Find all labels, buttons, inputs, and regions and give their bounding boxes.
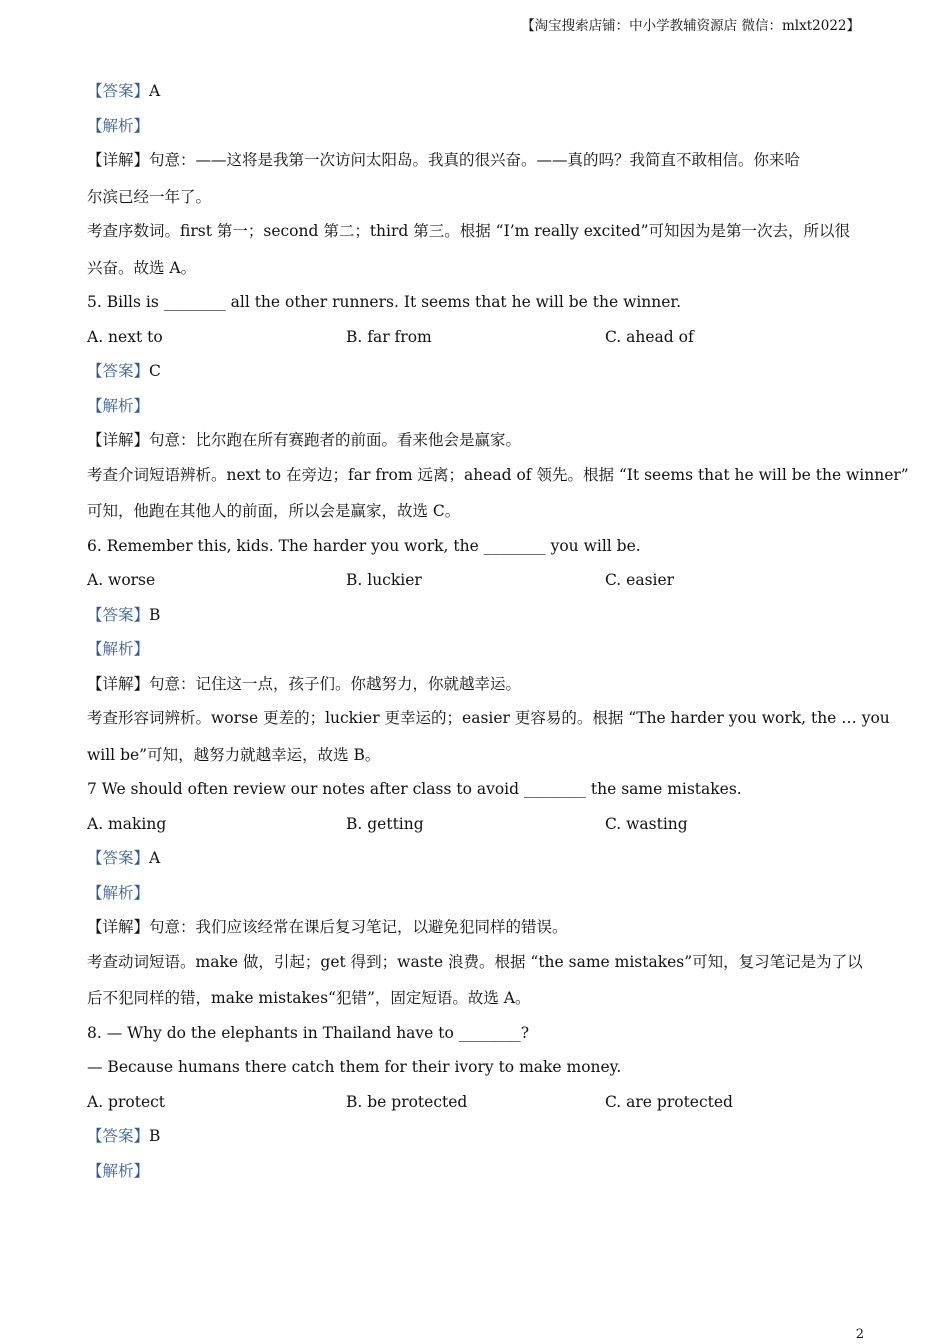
explain-line-q5-cont: 可知，他跑在其他人的前面，所以会是赢家，故选 C。 <box>87 502 461 520</box>
document-body <box>87 78 909 1192</box>
option-b: B. be protected <box>346 1092 468 1111</box>
detail-line-q6: 【详解】句意：记住这一点，孩子们。你越努力，你就越幸运。 <box>87 674 522 693</box>
answer-label: 【答案】 <box>87 1127 150 1145</box>
explain-line-q7: 考查动词短语。make 做，引起；get 得到；waste 浪费。根据 “the same mistakes”可知，复习笔记是为了以 <box>87 952 863 971</box>
explain-line-q4: 考查序数词。first 第一；second 第二；third 第三。根据 “I’m really excited”可知因为是第一次去，所以很 <box>87 222 851 240</box>
options-q7 <box>87 811 867 846</box>
option-a: A. worse <box>87 571 156 589</box>
detail-line-q4-cont: 尔滨已经一年了。 <box>87 187 212 206</box>
answer-label: 【答案】 <box>87 849 150 867</box>
option-c: C. easier <box>605 571 675 589</box>
question-stem-q6: 6. Remember this, kids. The harder you work, the ________ you will be. <box>87 536 641 555</box>
explain-line-q6-cont: will be”可知，越努力就越幸运，故选 B。 <box>87 745 381 764</box>
options-q6 <box>87 567 867 602</box>
option-c: C. are protected <box>605 1092 733 1111</box>
explain-line-q7-cont: 后不犯同样的错，make mistakes“犯错”，固定短语。故选 A。 <box>87 989 531 1007</box>
answer-value: B <box>149 1127 161 1145</box>
answer-value: C <box>149 362 161 380</box>
options-q5 <box>87 324 867 359</box>
analysis-label-q7: 【解析】 <box>87 883 150 902</box>
answer-line-q6 <box>87 602 867 637</box>
answer-line-q8 <box>87 1123 867 1158</box>
explain-line-q4-cont: 兴奋。故选 A。 <box>87 258 197 277</box>
answer-line-q4 <box>87 78 867 113</box>
explain-line-q5: 考查介词短语辨析。next to 在旁边；far from 远离；ahead of 领先。根据 “It seems that he will be the winner” <box>87 465 909 484</box>
detail-line-q4: 【详解】句意：——这将是我第一次访问太阳岛。我真的很兴奋。——真的吗？我简直不敢相信。你来哈 <box>87 151 801 169</box>
page-number: 2 <box>855 1327 864 1342</box>
option-a: A. protect <box>87 1092 166 1111</box>
question-stem-q8-reply: — Because humans there catch them for their ivory to make money. <box>87 1058 622 1076</box>
explain-line-q6: 考查形容词辨析。worse 更差的；luckier 更幸运的；easier 更容易的。根据 “The harder you work, the … you <box>87 709 890 727</box>
answer-label: 【答案】 <box>87 362 150 380</box>
analysis-label-q4: 【解析】 <box>87 116 150 135</box>
answer-line-q5 <box>87 358 867 393</box>
answer-value: A <box>149 849 161 867</box>
answer-value: A <box>149 82 161 100</box>
analysis-label-q6: 【解析】 <box>87 640 150 658</box>
option-a: A. next to <box>87 327 163 346</box>
answer-label: 【答案】 <box>87 605 150 624</box>
question-stem-q8: 8. — Why do the elephants in Thailand have to ________? <box>87 1023 530 1042</box>
option-b: B. luckier <box>346 571 422 589</box>
answer-value: B <box>149 605 161 624</box>
option-c: C. ahead of <box>605 327 694 346</box>
question-stem-q7: 7 We should often review our notes after class to avoid ________ the same mistakes. <box>87 780 742 798</box>
page-header: 【淘宝搜索店铺：中小学教辅资源店 微信：mlxt2022】 <box>521 18 860 34</box>
analysis-label-q5: 【解析】 <box>87 396 150 415</box>
option-b: B. far from <box>346 327 432 346</box>
answer-label: 【答案】 <box>87 82 150 100</box>
answer-line-q7 <box>87 845 867 880</box>
option-b: B. getting <box>346 814 424 833</box>
option-a: A. making <box>87 814 167 833</box>
option-c: C. wasting <box>605 814 688 833</box>
analysis-label-q8: 【解析】 <box>87 1161 150 1180</box>
detail-line-q5: 【详解】句意：比尔跑在所有赛跑者的前面。看来他会是赢家。 <box>87 431 522 449</box>
detail-line-q7: 【详解】句意：我们应该经常在课后复习笔记，以避免犯同样的错误。 <box>87 918 568 936</box>
question-stem-q5: 5. Bills is ________ all the other runners. It seems that he will be the winner. <box>87 293 682 311</box>
options-q8 <box>87 1089 867 1124</box>
